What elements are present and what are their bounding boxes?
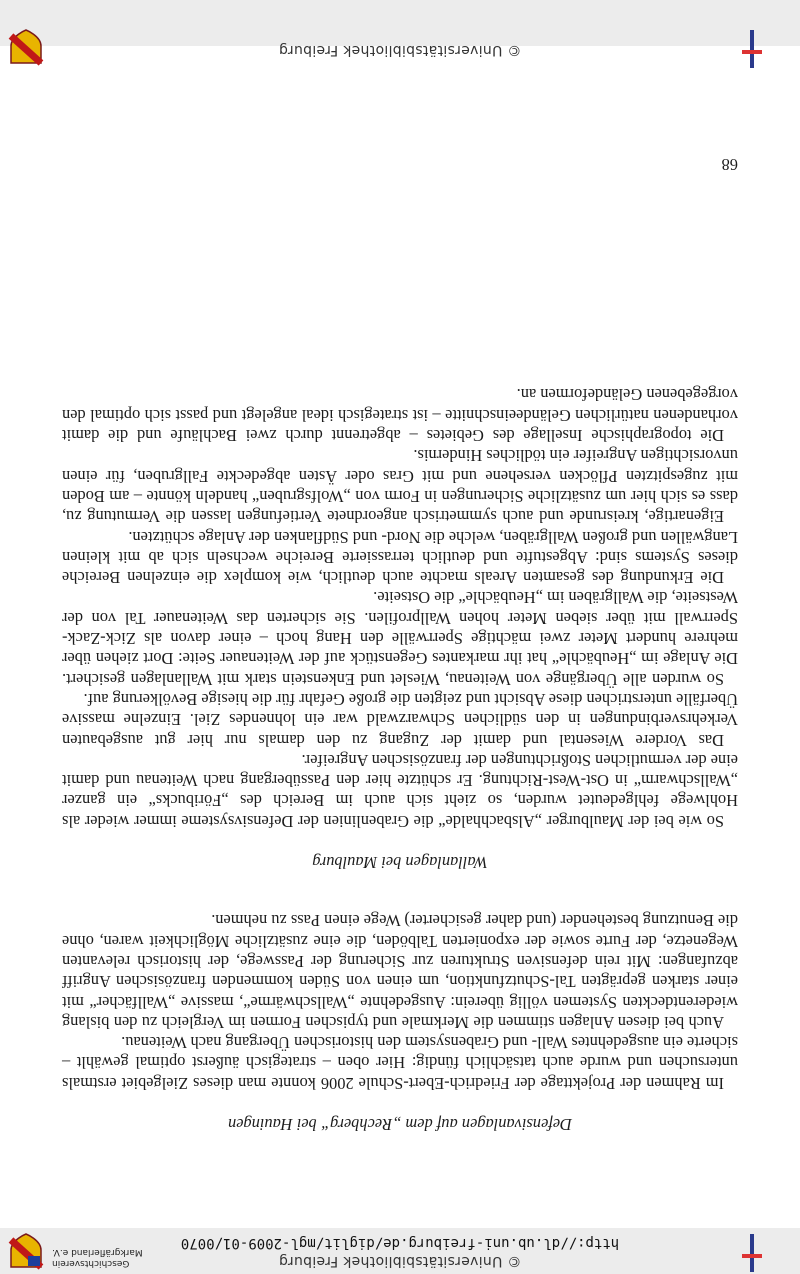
paragraph: Die Erkundung des gesamten Areals machte auch deutlich, wie komplex die einzelnen Bereiche dieses Systems sind: Abgestufte und deutlich terrassierte Bereiche wechseln sich ab mit kleinen Langwällen und großen Wallgräben, welche die Nord- und Südflanken der Anlage schützten.: [62, 527, 738, 588]
section-heading-rechberg: Defensivanlagen auf dem „Rechberg“ bei Hauingen: [228, 1115, 572, 1134]
association-line-2: Markgräflerland e.V.: [52, 1247, 143, 1257]
coat-of-arms-icon: [8, 28, 44, 66]
paragraph: Auch bei diesen Anlagen stimmen die Merkmale und typischen Formen im Vergleich zu den bislang wiederentdeckten Systemen völlig überein: Ausgedehnte „Wallschwärme“, massive „Wallfächer“ mit einer starken geprägten Tal-Schutzfunktion, um einen von Süden kommenden französischen Angriff abzufangen: Mit rein defensiven Strukturen zur Sicherung der Passwege, der historisch relevanten Wegenetze, der Furte sowie der exponierten Talböden, die eine zusätzliche Möglichkeit waren, ohne die Benutzung bestehender (und daher gesicherter) Wege einen Pass zu nehmen.: [62, 911, 738, 1032]
association-line-1: Geschichtsverein: [52, 1258, 130, 1268]
coat-of-arms-icon: [8, 1232, 44, 1270]
paragraph: Eigenartige, kreisrunde und auch symmetrisch angeordnete Vertiefungen lassen die Vermutung zu, dass es sich hier um zusätzliche Sicherungen in Form von „Wolfsgruben“ handeln könnte – am Boden mit zugespitzten Pflöcken versehene und mit Gras oder Ästen abgedeckte Fallgruben, für einen unvorsichtigen Angreifer ein tödliches Hindernis.: [62, 446, 738, 527]
header-bar: [0, 1228, 800, 1274]
paragraph: Das Vordere Wiesental und damit der Zugang zu den damals nur hier gut ausgebauten Verkehrsverbindungen in den südlichen Schwarzwald war ein lohnendes Ziel. Einzelne massive Überfälle unterstrichen diese Absicht und zeigten die große Gefahr für die hiesige Bevölkerung auf.: [62, 689, 738, 750]
paragraph: Die topographische Insellage des Gebietes – abgetrennt durch zwei Bachläufe und die damit vorhandenen natürlichen Geländeeinschnitte – ist strategisch ideal angelegt und passt sich optimal den vorgegebenen Geländeformen an.: [62, 385, 738, 446]
source-url-link[interactable]: http://dl.ub.uni-freiburg.de/diglit/mgl-2009-01/0070: [180, 1235, 620, 1251]
paragraph: So wie bei der Maulburger „Alsbachhalde“ die Grabenlinien der Defensivsysteme immer wieder als Hohlwege fehlgedeutet wurden, so zieht sich auch im Bereich des „Föribucks“ ein ganzer „Wallschwarm“ in Ost-West-Richtung. Er schützte hier den Passübergang nach Weitenau und damit eine der vermutlichen Stoßrichtungen der französischen Angreifer.: [62, 750, 738, 831]
footer-bar: [0, 0, 800, 58]
association-name: [52, 1246, 162, 1268]
page-number: 68: [721, 155, 738, 174]
library-credit: © Universitätsbibliothek Freiburg: [278, 1253, 522, 1269]
paragraph: Im Rahmen der Projekttage der Friedrich-Ebert-Schule 2006 konnte man dieses Zielgebiet erstmals untersuchen und wurde auch tatsächlich fündig: Hier oben – strategisch äußerst optimal gewählt – sicherte ein ausgedehntes Wall- und Grabensystem den historischen Übergang nach Weitenau.: [62, 1033, 738, 1093]
library-credit: © Universitätsbibliothek Freiburg: [278, 42, 522, 58]
page-content: [62, 384, 738, 1134]
paragraph: So wurden alle Übergänge von Weitenau, Wieslet und Enkenstein stark mit Wallanlagen gesichert. Die Anlage im „Heubächle“ hat ihr markantes Gegenstück auf der Weitenauer Seite: Dort ziehen über mehrere hundert Meter zwei mächtige Sperrwälle den Hang hoch – einer davon als Zick-Zack-Sperrwall mit über sieben Meter hohen Wallprofilen. Sie sicherten das Weitenauer Tal von der Westseite, die Wallgräben im „Heubächle“ die Ostseite.: [62, 588, 738, 689]
section-heading-maulburg: Wallanlagen bei Maulburg: [312, 853, 488, 873]
